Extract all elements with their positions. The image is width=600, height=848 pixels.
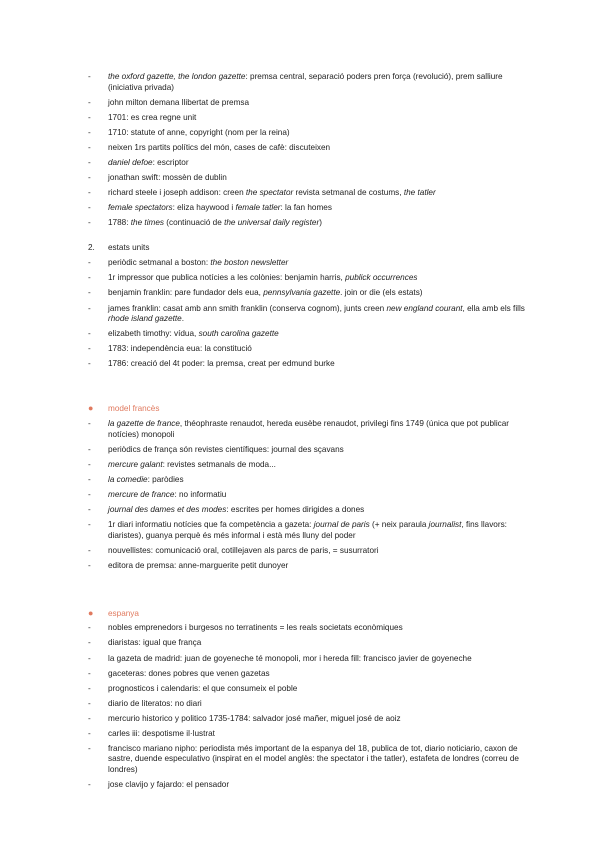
spain-list <box>88 623 536 790</box>
italic-title: female spectators <box>108 203 173 213</box>
dash-marker: - <box>88 419 91 429</box>
uk-list <box>88 72 536 229</box>
dash-marker: - <box>88 218 91 228</box>
france-title: model francès <box>108 404 160 414</box>
list-item <box>88 490 536 501</box>
dash-marker: - <box>88 623 91 633</box>
item-text: , théophraste renaudot, hereda eusèbe renaudot, privilegi fins 1749 (única que pot publicar notícies) monopoli <box>108 419 510 439</box>
italic-title: daniel defoe <box>108 157 153 167</box>
item-text: gaceteras: dones pobres que venen gazetas <box>108 668 270 678</box>
item-text: 1788: <box>108 218 131 228</box>
item-text: (+ neix paraula <box>369 519 429 529</box>
france-heading <box>88 404 536 415</box>
us-list <box>88 258 536 370</box>
dash-marker: - <box>88 474 91 484</box>
item-text: editora de premsa: anne-marguerite petit dunoyer <box>108 560 289 570</box>
list-item <box>88 654 536 665</box>
list-item <box>88 98 536 109</box>
list-item <box>88 113 536 124</box>
item-text: diaristas: igual que frança <box>108 638 202 648</box>
dash-marker: - <box>88 668 91 678</box>
item-text: nouvellistes: comunicació oral, cotillejaven als parcs de paris, = susurratori <box>108 545 379 555</box>
dash-marker: - <box>88 72 91 81</box>
item-text: . join or die (els estats) <box>340 288 423 298</box>
us-title: estats units <box>108 242 150 252</box>
italic-title: publick occurrences <box>345 273 418 283</box>
item-text: jonathan swift: mossèn de dublin <box>108 172 227 182</box>
list-item <box>88 460 536 471</box>
item-text: : premsa central, separació poders pren força (revolució), prem salliure (iniciativa privada) <box>108 72 503 92</box>
list-item <box>88 128 536 139</box>
italic-title: the boston newsletter <box>210 258 289 268</box>
item-text: periòdics de frança són revistes científiques: journal des sçavans <box>108 444 344 454</box>
list-item <box>88 505 536 516</box>
spain-heading <box>88 609 536 620</box>
list-item <box>88 203 536 214</box>
dash-marker: - <box>88 728 91 738</box>
italic-title: journalist <box>428 519 462 529</box>
list-item <box>88 188 536 199</box>
item-text: francisco mariano nipho: periodista més important de la espanya del 18, publica de tot, diario noticiario, caxon de sastre, duende especulativo (inspirat en el model anglès: the spectator i the tatler), estafeta de londres (correu de londres) <box>108 743 519 775</box>
item-text: james franklin: casat amb ann smith franklin (conserva cognom), junts creen <box>108 303 387 313</box>
spain-title: espanya <box>108 608 139 618</box>
item-text: john milton demana llibertat de premsa <box>108 97 250 107</box>
item-text: : eliza haywood i <box>172 203 236 213</box>
italic-title: journal des dames et des modes <box>108 504 227 514</box>
item-text: prognosticos i calendaris: el que consumeix el poble <box>108 683 298 693</box>
dash-marker: - <box>88 303 91 313</box>
dash-marker: - <box>88 142 91 152</box>
dash-marker: - <box>88 444 91 454</box>
list-item <box>88 684 536 695</box>
list-item <box>88 344 536 355</box>
dash-marker: - <box>88 344 91 354</box>
item-text: 1783: independència eua: la constitució <box>108 344 252 354</box>
item-text: 1r impressor que publica notícies a les colònies: benjamin harris, <box>108 273 346 283</box>
dash-marker: - <box>88 329 91 339</box>
italic-title: la comedie <box>108 474 148 484</box>
list-item <box>88 520 536 541</box>
list-item <box>88 445 536 456</box>
list-item <box>88 359 536 370</box>
item-text: : escriptor <box>152 157 189 167</box>
list-item <box>88 419 536 440</box>
dash-marker: - <box>88 359 91 369</box>
item-text: : paròdies <box>147 474 184 484</box>
dash-marker: - <box>88 258 91 268</box>
dash-marker: - <box>88 459 91 469</box>
list-item <box>88 258 536 269</box>
bullet-icon: ● <box>88 607 94 618</box>
bullet-icon: ● <box>88 403 94 414</box>
item-text: richard steele i joseph addison: creen <box>108 187 246 197</box>
dash-marker: - <box>88 273 91 283</box>
france-list <box>88 419 536 571</box>
italic-title: mercure de france <box>108 489 175 499</box>
dash-marker: - <box>88 743 91 753</box>
item-text: : no informatiu <box>174 489 227 499</box>
list-item <box>88 623 536 634</box>
dash-marker: - <box>88 288 91 298</box>
item-text: 1786: creació del 4t poder: la premsa, creat per edmund burke <box>108 359 335 369</box>
dash-marker: - <box>88 519 91 529</box>
list-item <box>88 158 536 169</box>
item-text: 1701: es crea regne unit <box>108 112 197 122</box>
dash-marker: - <box>88 560 91 570</box>
item-text: : revistes setmanals de moda... <box>162 459 276 469</box>
list-item <box>88 329 536 340</box>
dash-marker: - <box>88 545 91 555</box>
list-item <box>88 475 536 486</box>
list-item <box>88 699 536 710</box>
italic-title: new england courant <box>386 303 463 313</box>
italic-title: the oxford gazette, the london gazette <box>108 72 246 81</box>
item-text: ) <box>319 218 322 228</box>
item-text: : escrites per homes dirigides a dones <box>226 504 365 514</box>
item-text: la gazeta de madrid: juan de goyeneche té monopoli, mor i hereda fill: francisco javier de goyeneche <box>108 653 472 663</box>
list-item <box>88 714 536 725</box>
item-text: nobles emprenedors i burgesos no terratinents = les reals societats econòmiques <box>108 623 403 633</box>
list-item <box>88 744 536 776</box>
italic-title: female tatler <box>235 203 281 213</box>
dash-marker: - <box>88 203 91 213</box>
item-text: , fins llavors: diaristes), guanya perquè és més informal i està més lluny del poder <box>108 519 507 540</box>
us-heading <box>88 243 536 254</box>
item-text: revista setmanal de costums, <box>293 187 404 197</box>
item-text: carles iii: despotisme il·lustrat <box>108 728 215 738</box>
italic-title: the universal daily register <box>224 218 320 228</box>
dash-marker: - <box>88 187 91 197</box>
dash-marker: - <box>88 489 91 499</box>
document-page <box>88 72 536 795</box>
dash-marker: - <box>88 683 91 693</box>
dash-marker: - <box>88 713 91 723</box>
item-text: 1r diari informatiu notícies que fa competència a gazeta: <box>108 519 314 529</box>
dash-marker: - <box>88 157 91 167</box>
item-text: 1710: statute of anne, copyright (nom per la reina) <box>108 127 290 137</box>
list-item <box>88 218 536 229</box>
dash-marker: - <box>88 638 91 648</box>
dash-marker: - <box>88 780 91 790</box>
italic-title: the spectator <box>245 187 294 197</box>
italic-title: rhode island gazette <box>108 314 182 324</box>
dash-marker: - <box>88 698 91 708</box>
us-number: 2. <box>88 242 95 252</box>
item-text: elizabeth timothy: vídua, <box>108 329 199 339</box>
list-item <box>88 273 536 284</box>
list-item <box>88 143 536 154</box>
item-text: jose clavijo y fajardo: el pensador <box>108 780 230 790</box>
dash-marker: - <box>88 172 91 182</box>
list-item <box>88 638 536 649</box>
dash-marker: - <box>88 97 91 107</box>
item-text: : la fan homes <box>280 203 332 213</box>
italic-title: pennsylvania gazette <box>263 288 341 298</box>
italic-title: the times <box>130 218 164 228</box>
item-text: (continuació de <box>163 218 225 228</box>
list-item <box>88 669 536 680</box>
item-text: neixen 1rs partits polítics del món, cases de cafè: discuteixen <box>108 142 331 152</box>
list-item <box>88 561 536 572</box>
list-item <box>88 546 536 557</box>
list-item <box>88 304 536 325</box>
item-text: , ella amb els fills <box>462 303 525 313</box>
italic-title: journal de paris <box>313 519 370 529</box>
item-text: periòdic setmanal a boston: <box>108 258 211 268</box>
item-text: diario de literatos: no diari <box>108 698 202 708</box>
item-text: benjamin franklin: pare fundador dels eua, <box>108 288 264 298</box>
list-item <box>88 173 536 184</box>
dash-marker: - <box>88 504 91 514</box>
dash-marker: - <box>88 127 91 137</box>
italic-title: the tatler <box>403 187 436 197</box>
list-item <box>88 780 536 791</box>
dash-marker: - <box>88 653 91 663</box>
list-item <box>88 288 536 299</box>
italic-title: mercure galant <box>108 459 163 469</box>
italic-title: la gazette de france <box>108 419 180 429</box>
item-text: . <box>181 314 185 324</box>
list-item <box>88 729 536 740</box>
item-text: mercurio historico y politico 1735-1784: salvador josé mañer, miguel josé de aoiz <box>108 713 401 723</box>
list-item <box>88 72 536 93</box>
italic-title: south carolina gazette <box>198 329 279 339</box>
dash-marker: - <box>88 112 91 122</box>
